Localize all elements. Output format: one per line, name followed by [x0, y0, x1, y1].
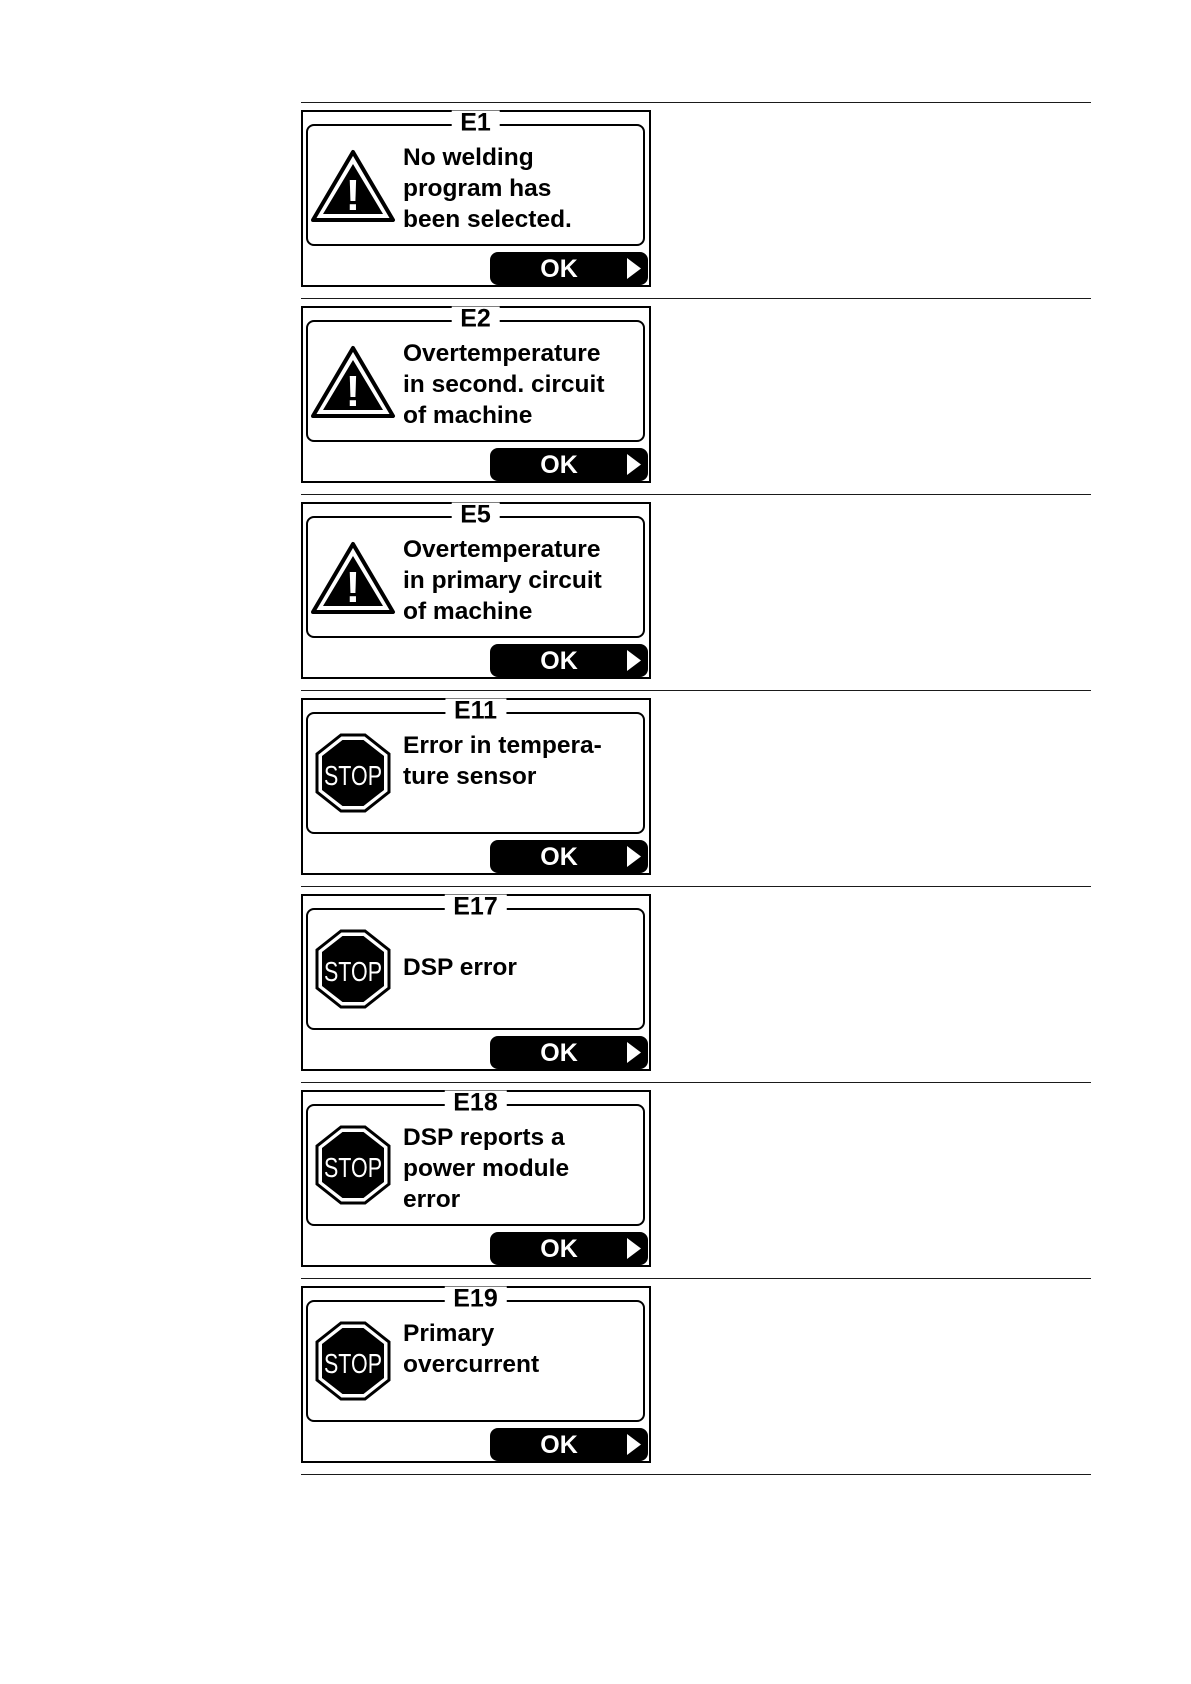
svg-text:STOP: STOP	[324, 956, 382, 987]
warning-triangle-icon	[310, 341, 396, 421]
ok-button-label: OK	[540, 843, 578, 871]
error-row-e1	[301, 103, 1091, 299]
svg-text:STOP: STOP	[324, 1348, 382, 1379]
stop-sign-icon	[310, 929, 396, 1009]
error-row-e2	[301, 299, 1091, 495]
error-code: E5	[451, 503, 500, 528]
ok-button-label: OK	[540, 1039, 578, 1067]
error-display-e19	[301, 1286, 651, 1463]
error-display-e2	[301, 306, 651, 483]
arrow-right-icon	[626, 257, 642, 280]
stop-sign-icon	[310, 1321, 396, 1401]
error-code: E11	[445, 699, 506, 724]
error-code: E17	[444, 895, 506, 920]
arrow-right-icon	[626, 1237, 642, 1260]
ok-button[interactable]	[490, 252, 648, 285]
stop-sign-icon	[310, 733, 396, 813]
error-display-e11	[301, 698, 651, 875]
warning-triangle-icon	[310, 145, 396, 225]
error-display-e17	[301, 894, 651, 1071]
arrow-right-icon	[626, 453, 642, 476]
error-row-e19	[301, 1279, 1091, 1475]
error-code: E18	[444, 1091, 506, 1116]
ok-button[interactable]	[490, 1428, 648, 1461]
ok-button[interactable]	[490, 448, 648, 481]
error-message-frame	[306, 304, 645, 442]
svg-text:!: !	[345, 367, 361, 416]
stop-sign-icon	[310, 1125, 396, 1205]
error-message: Primary overcurrent	[403, 1320, 540, 1378]
error-message-frame	[306, 1284, 645, 1422]
ok-button-label: OK	[540, 255, 578, 283]
error-row-e18	[301, 1083, 1091, 1279]
error-code: E19	[444, 1287, 506, 1312]
ok-button-label: OK	[540, 1431, 578, 1459]
ok-button-label: OK	[540, 647, 578, 675]
error-message-frame	[306, 1088, 645, 1226]
error-row-e11	[301, 691, 1091, 887]
ok-button[interactable]	[490, 1036, 648, 1069]
svg-text:STOP: STOP	[324, 760, 382, 791]
error-row-e17	[301, 887, 1091, 1083]
arrow-right-icon	[626, 1041, 642, 1064]
svg-text:STOP: STOP	[324, 1152, 382, 1183]
error-code: E1	[451, 111, 500, 136]
error-message-frame	[306, 108, 645, 246]
error-message: DSP reports a power module error	[403, 1124, 570, 1213]
error-message: DSP error	[403, 953, 517, 981]
error-message-frame	[306, 696, 645, 834]
error-message: Error in tempera- ture sensor	[403, 732, 602, 790]
arrow-right-icon	[626, 1433, 642, 1456]
error-display-e5	[301, 502, 651, 679]
svg-text:!: !	[345, 171, 361, 220]
svg-text:!: !	[345, 563, 361, 612]
error-message: Overtemperature in second. circuit of machine	[403, 340, 605, 429]
error-message: Overtemperature in primary circuit of machine	[403, 536, 602, 625]
ok-button-label: OK	[540, 451, 578, 479]
arrow-right-icon	[626, 649, 642, 672]
error-row-e5	[301, 495, 1091, 691]
error-code: E2	[451, 307, 500, 332]
ok-button[interactable]	[490, 644, 648, 677]
error-message: No welding program has been selected.	[403, 144, 572, 233]
warning-triangle-icon	[310, 537, 396, 617]
ok-button[interactable]	[490, 840, 648, 873]
error-message-frame	[306, 500, 645, 638]
error-display-e18	[301, 1090, 651, 1267]
error-list	[301, 102, 1091, 1475]
ok-button-label: OK	[540, 1235, 578, 1263]
ok-button[interactable]	[490, 1232, 648, 1265]
error-display-e1	[301, 110, 651, 287]
arrow-right-icon	[626, 845, 642, 868]
error-message-frame	[306, 892, 645, 1030]
